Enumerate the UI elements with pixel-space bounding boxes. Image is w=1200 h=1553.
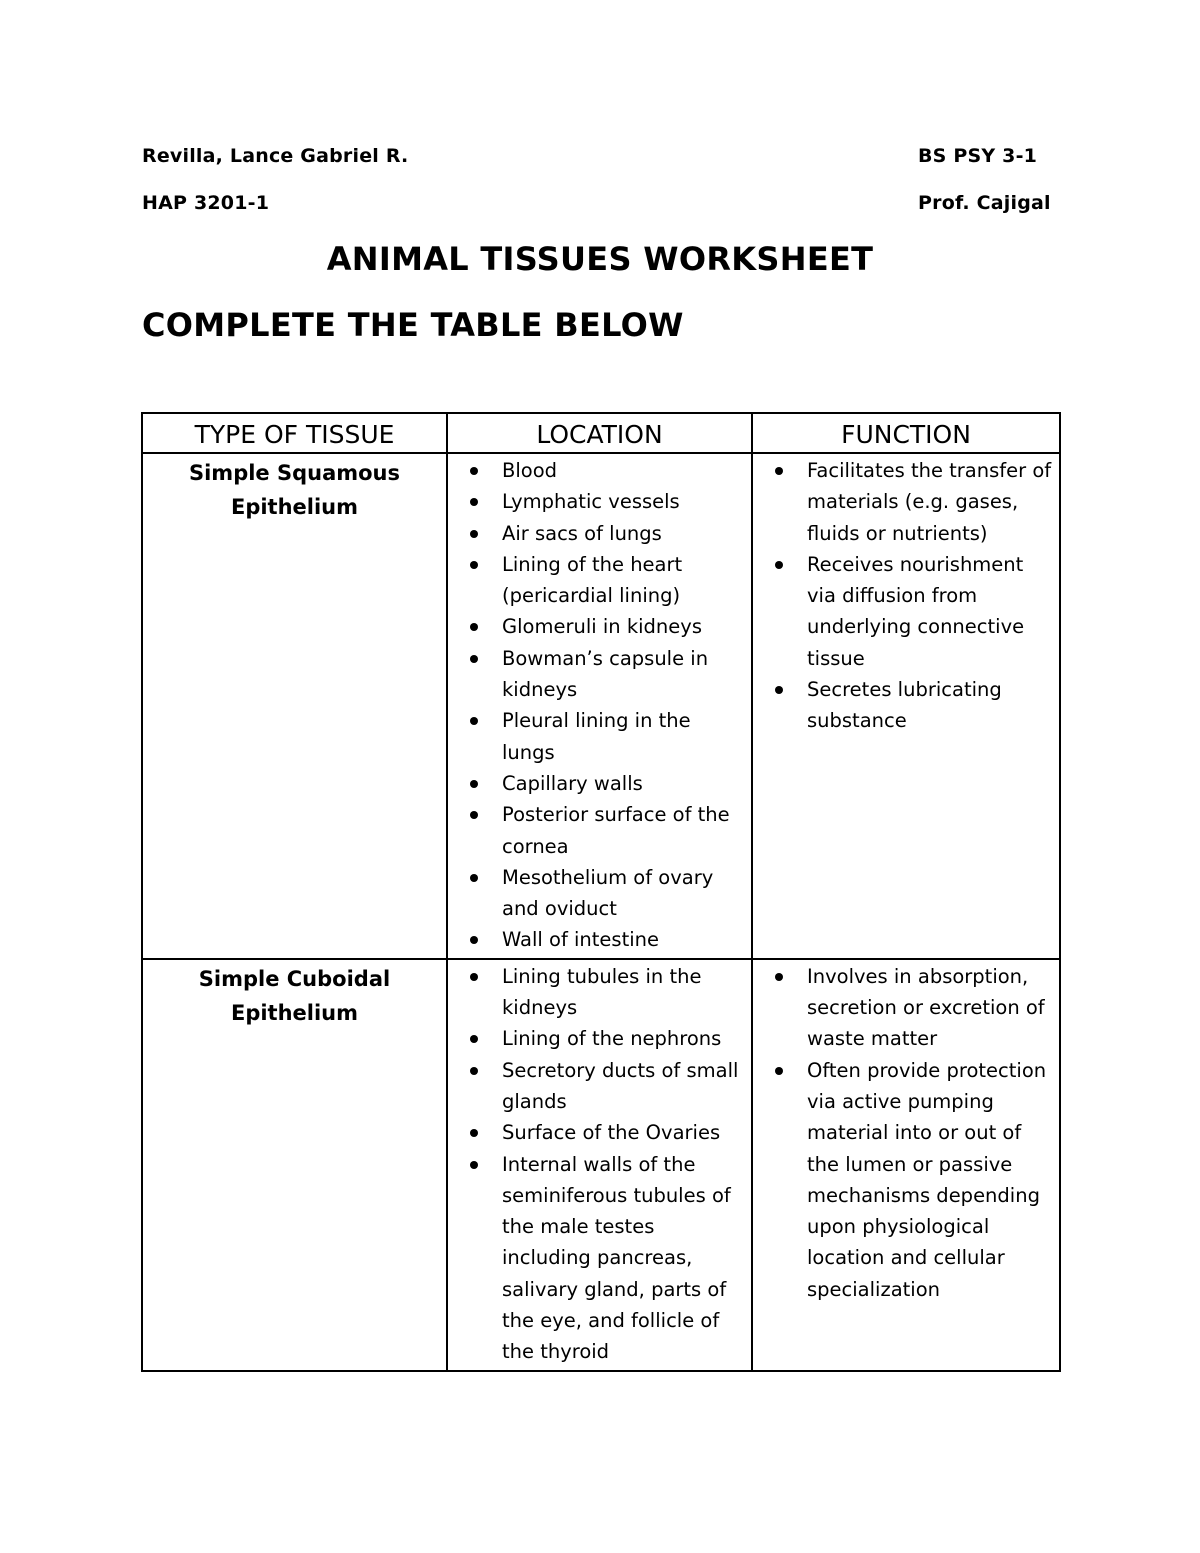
location-list <box>448 454 751 958</box>
list-item: Receives nourishment via diffusion from underlying connective tissue <box>771 549 1053 674</box>
table-row <box>142 959 1060 1371</box>
location-cell <box>447 959 752 1371</box>
list-item: Glomeruli in kidneys <box>466 611 745 642</box>
list-item: Mesothelium of ovary and oviduct <box>466 862 745 925</box>
table-row <box>142 453 1060 959</box>
list-item: Internal walls of the seminiferous tubules of the male testes including pancreas, salivary gland, parts of the eye, and follicle of the thyroid <box>466 1149 745 1368</box>
student-name: Revilla, Lance Gabriel R. <box>142 145 409 167</box>
location-cell <box>447 453 752 959</box>
bullet-icon <box>470 1067 478 1075</box>
table-header-row <box>142 413 1060 453</box>
function-list <box>753 960 1059 1307</box>
column-header-function: FUNCTION <box>752 413 1060 453</box>
function-cell <box>752 959 1060 1371</box>
list-item: Lymphatic vessels <box>466 486 745 517</box>
bullet-icon <box>470 467 478 475</box>
list-item: Capillary walls <box>466 768 745 799</box>
professor-name: Prof. Cajigal <box>918 192 1051 214</box>
list-item: Lining of the heart (pericardial lining) <box>466 549 745 612</box>
bullet-icon <box>470 623 478 631</box>
list-item: Surface of the Ovaries <box>466 1117 745 1148</box>
list-item: Involves in absorption, secretion or excretion of waste matter <box>771 961 1053 1055</box>
tissue-type-cell <box>142 959 447 1371</box>
section-label: BS PSY 3-1 <box>918 145 1038 167</box>
bullet-icon <box>470 1129 478 1137</box>
tissue-type-cell <box>142 453 447 959</box>
list-item: Bowman’s capsule in kidneys <box>466 643 745 706</box>
list-item: Secretes lubricating substance <box>771 674 1053 737</box>
column-header-location: LOCATION <box>447 413 752 453</box>
function-list <box>753 454 1059 739</box>
list-item: Secretory ducts of small glands <box>466 1055 745 1118</box>
bullet-icon <box>470 1161 478 1169</box>
bullet-icon <box>775 561 783 569</box>
bullet-icon <box>470 811 478 819</box>
tissue-name-line: Simple Squamous <box>188 461 401 485</box>
list-item: Facilitates the transfer of materials (e.g. gases, fluids or nutrients) <box>771 455 1053 549</box>
list-item: Blood <box>466 455 745 486</box>
list-item: Wall of intestine <box>466 924 745 955</box>
bullet-icon <box>470 973 478 981</box>
bullet-icon <box>775 467 783 475</box>
bullet-icon <box>470 498 478 506</box>
list-item: Lining of the nephrons <box>466 1023 745 1054</box>
course-code: HAP 3201-1 <box>142 192 270 214</box>
bullet-icon <box>470 874 478 882</box>
bullet-icon <box>470 780 478 788</box>
bullet-icon <box>470 936 478 944</box>
tissue-name-line: Epithelium <box>230 1000 359 1025</box>
bullet-icon <box>470 561 478 569</box>
column-header-type: TYPE OF TISSUE <box>142 413 447 453</box>
worksheet-instruction: COMPLETE THE TABLE BELOW <box>142 306 684 344</box>
bullet-icon <box>470 530 478 538</box>
list-item: Posterior surface of the cornea <box>466 799 745 862</box>
list-item: Pleural lining in the lungs <box>466 705 745 768</box>
list-item: Air sacs of lungs <box>466 518 745 549</box>
function-cell <box>752 453 1060 959</box>
bullet-icon <box>470 655 478 663</box>
bullet-icon <box>470 1035 478 1043</box>
bullet-icon <box>775 1067 783 1075</box>
tissue-name-line: Simple Cuboidal <box>198 966 391 991</box>
bullet-icon <box>775 973 783 981</box>
list-item: Lining tubules in the kidneys <box>466 961 745 1024</box>
tissue-table <box>141 412 1061 1372</box>
bullet-icon <box>775 686 783 694</box>
tissue-name-line: Epithelium <box>230 495 359 519</box>
bullet-icon <box>470 717 478 725</box>
location-list <box>448 960 751 1370</box>
worksheet-title: ANIMAL TISSUES WORKSHEET <box>326 240 874 278</box>
list-item: Often provide protection via active pumping material into or out of the lumen or passive mechanisms depending upon physiological location and cellular specialization <box>771 1055 1053 1305</box>
